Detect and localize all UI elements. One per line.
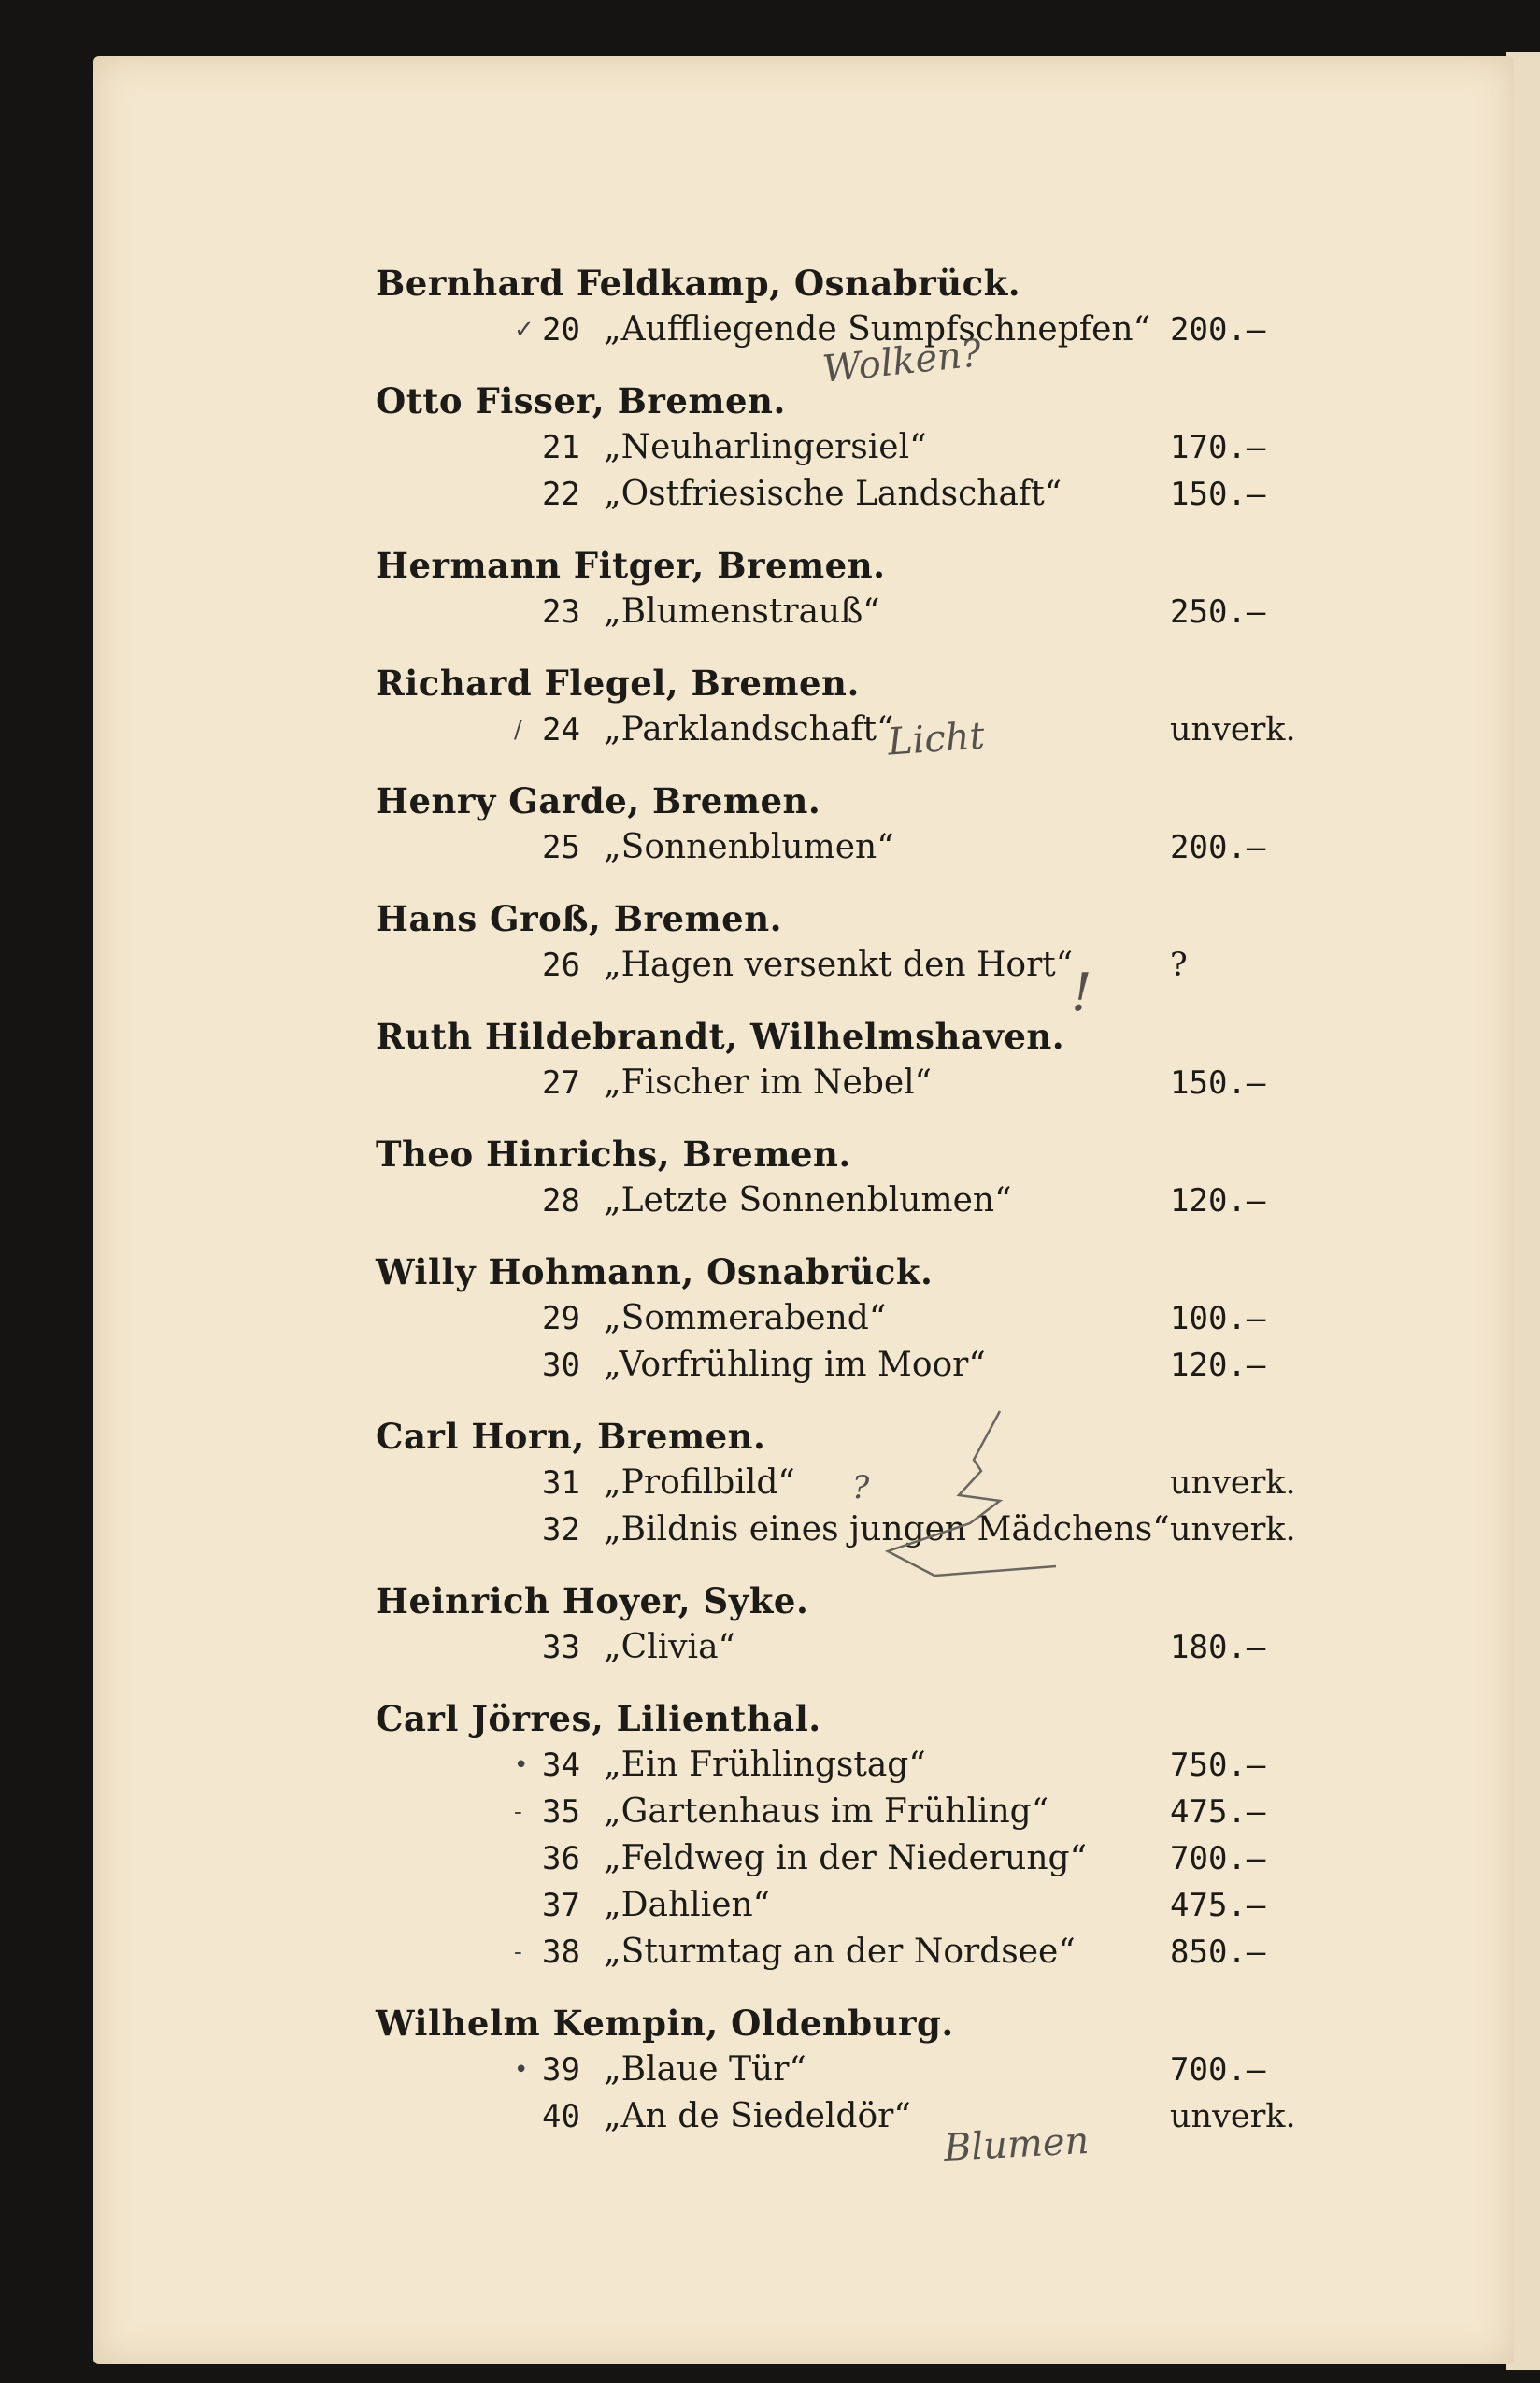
artist-block	[376, 260, 1319, 353]
handwritten-tick-mark: •	[514, 2056, 529, 2084]
catalog-entry: 29 „Sommerabend“ 100.—	[376, 1295, 1319, 1342]
artwork-title: „Parklandschaft“	[604, 710, 894, 749]
artist-block	[376, 2000, 1319, 2140]
artist-block	[376, 1695, 1319, 1976]
catalog-entry: 26 „Hagen versenkt den Hort“ ?	[376, 942, 1319, 989]
artwork-price: 850.—	[1170, 1934, 1266, 1971]
artwork-title: „Letzte Sonnenblumen“	[604, 1181, 1012, 1220]
handwritten-tick-mark: -	[514, 1938, 522, 1966]
handwritten-note-40: Blumen	[942, 2119, 1091, 2171]
artist-block	[376, 1413, 1319, 1553]
catalog-entry: 30 „Vorfrühling im Moor“ 120.—	[376, 1342, 1319, 1389]
artist-name: Henry Garde, Bremen.	[376, 780, 821, 821]
artwork-price: unverk.	[1170, 711, 1296, 749]
handwritten-mark-31: ?	[852, 1469, 870, 1506]
artist-block	[376, 378, 1319, 518]
artwork-title: „Ostfriesische Landschaft“	[604, 475, 1062, 513]
artwork-price: 120.—	[1170, 1347, 1266, 1384]
catalog-entry: 27 „Fischer im Nebel“ 150.—	[376, 1060, 1319, 1106]
artwork-price: 180.—	[1170, 1629, 1266, 1666]
artist-name: Otto Fisser, Bremen.	[376, 380, 786, 421]
catalog-entry: 22 „Ostfriesische Landschaft“ 150.—	[376, 471, 1319, 518]
catalog-entry: 25 „Sonnenblumen“ 200.—	[376, 824, 1319, 871]
artist-name: Bernhard Feldkamp, Osnabrück.	[376, 263, 1021, 304]
catalog-entry: / 24 „Parklandschaft“ unverk.	[376, 706, 1319, 753]
artwork-price: 120.—	[1170, 1182, 1266, 1220]
handwritten-tick-mark: -	[514, 1798, 522, 1826]
catalog-entry: - 38 „Sturmtag an der Nordsee“ 850.—	[376, 1929, 1319, 1976]
artwork-title: „Blaue Tür“	[604, 2050, 806, 2089]
artwork-price: 170.—	[1170, 429, 1266, 466]
artwork-title: „Ein Frühlingstag“	[604, 1746, 926, 1784]
catalog-entry: 36 „Feldweg in der Niederung“ 700.—	[376, 1835, 1319, 1882]
artwork-price: 475.—	[1170, 1887, 1266, 1924]
artwork-price: 100.—	[1170, 1300, 1266, 1337]
catalog-entry: ✓ 20 „Auffliegende Sumpfschnepfen“ 200.—	[376, 307, 1319, 353]
artwork-title: „An de Siedeldör“	[604, 2097, 911, 2135]
artwork-price: 150.—	[1170, 476, 1266, 513]
artist-name: Willy Hohmann, Osnabrück.	[376, 1251, 934, 1292]
artwork-price: unverk.	[1170, 1511, 1296, 1548]
artwork-title: „Auffliegende Sumpfschnepfen“	[604, 310, 1150, 349]
handwritten-scribble-sketch	[869, 1392, 1075, 1598]
artwork-title: „Feldweg in der Niederung“	[604, 1839, 1087, 1877]
artwork-title: „Hagen versenkt den Hort“	[604, 946, 1074, 984]
artist-block	[376, 1249, 1319, 1389]
catalog-entry: 33 „Clivia“ 180.—	[376, 1624, 1319, 1671]
artist-name: Carl Jörres, Lilienthal.	[376, 1698, 821, 1739]
handwritten-tick-mark: ✓	[514, 316, 535, 344]
artist-block	[376, 778, 1319, 871]
artwork-price: 150.—	[1170, 1064, 1266, 1102]
artwork-catalog-list	[376, 260, 1319, 2164]
artwork-price: unverk.	[1170, 2098, 1296, 2135]
artist-block	[376, 1131, 1319, 1224]
artist-block	[376, 1577, 1319, 1671]
artwork-price: unverk.	[1170, 1464, 1296, 1502]
artist-block	[376, 1013, 1319, 1106]
artist-name: Theo Hinrichs, Bremen.	[376, 1134, 851, 1175]
handwritten-mark-26: !	[1071, 963, 1092, 1023]
artist-block	[376, 895, 1319, 989]
artist-block	[376, 660, 1319, 753]
handwritten-tick-mark: •	[514, 1751, 529, 1779]
artwork-title: „Fischer im Nebel“	[604, 1063, 933, 1102]
artwork-price: 200.—	[1170, 311, 1266, 349]
artwork-title: „Blumenstrauß“	[604, 592, 880, 631]
artwork-price: 250.—	[1170, 593, 1266, 631]
artist-name: Hermann Fitger, Bremen.	[376, 545, 886, 586]
artist-name: Heinrich Hoyer, Syke.	[376, 1580, 809, 1621]
handwritten-note-20: Wolken?	[820, 332, 984, 392]
catalog-entry: • 34 „Ein Frühlingstag“ 750.—	[376, 1742, 1319, 1789]
artwork-price: 475.—	[1170, 1793, 1266, 1831]
artwork-title: „Neuharlingersiel“	[604, 428, 927, 466]
artwork-price: 700.—	[1170, 1840, 1266, 1877]
catalog-entry: 21 „Neuharlingersiel“ 170.—	[376, 424, 1319, 471]
artwork-title: „Dahlien“	[604, 1886, 771, 1924]
artwork-title: „Bildnis eines jungen Mädchens“	[604, 1510, 1170, 1548]
artist-name: Ruth Hildebrandt, Wilhelmshaven.	[376, 1016, 1065, 1057]
artist-name: Richard Flegel, Bremen.	[376, 663, 860, 704]
handwritten-tick-mark: /	[514, 716, 522, 744]
catalog-entry: - 35 „Gartenhaus im Frühling“ 475.—	[376, 1789, 1319, 1835]
catalog-entry: 40 „An de Siedeldör“ unverk.	[376, 2093, 1319, 2140]
artist-name: Wilhelm Kempin, Oldenburg.	[376, 2003, 954, 2044]
artwork-title: „Sturmtag an der Nordsee“	[604, 1933, 1076, 1971]
artist-block	[376, 542, 1319, 635]
catalog-entry: 28 „Letzte Sonnenblumen“ 120.—	[376, 1177, 1319, 1224]
catalog-entry: 32 „Bildnis eines jungen Mädchens“ unverk.	[376, 1506, 1319, 1553]
catalog-entry: 31 „Profilbild“ unverk.	[376, 1460, 1319, 1506]
handwritten-note-24: Licht	[886, 714, 987, 764]
artwork-price: 700.—	[1170, 2051, 1266, 2089]
artwork-title: „Clivia“	[604, 1628, 735, 1666]
artist-name: Carl Horn, Bremen.	[376, 1416, 766, 1457]
artwork-title: „Vorfrühling im Moor“	[604, 1346, 986, 1384]
artist-name: Hans Groß, Bremen.	[376, 898, 782, 939]
catalog-entry: • 39 „Blaue Tür“ 700.—	[376, 2047, 1319, 2093]
artwork-title: „Sommerabend“	[604, 1299, 887, 1337]
artwork-title: „Profilbild“	[604, 1463, 795, 1502]
artwork-title: „Sonnenblumen“	[604, 828, 894, 866]
artwork-price: 200.—	[1170, 829, 1266, 866]
artwork-price: 750.—	[1170, 1747, 1266, 1784]
artwork-title: „Gartenhaus im Frühling“	[604, 1792, 1049, 1831]
catalog-entry: 23 „Blumenstrauß“ 250.—	[376, 589, 1319, 635]
artwork-price: ?	[1170, 947, 1188, 984]
catalog-entry: 37 „Dahlien“ 475.—	[376, 1882, 1319, 1929]
